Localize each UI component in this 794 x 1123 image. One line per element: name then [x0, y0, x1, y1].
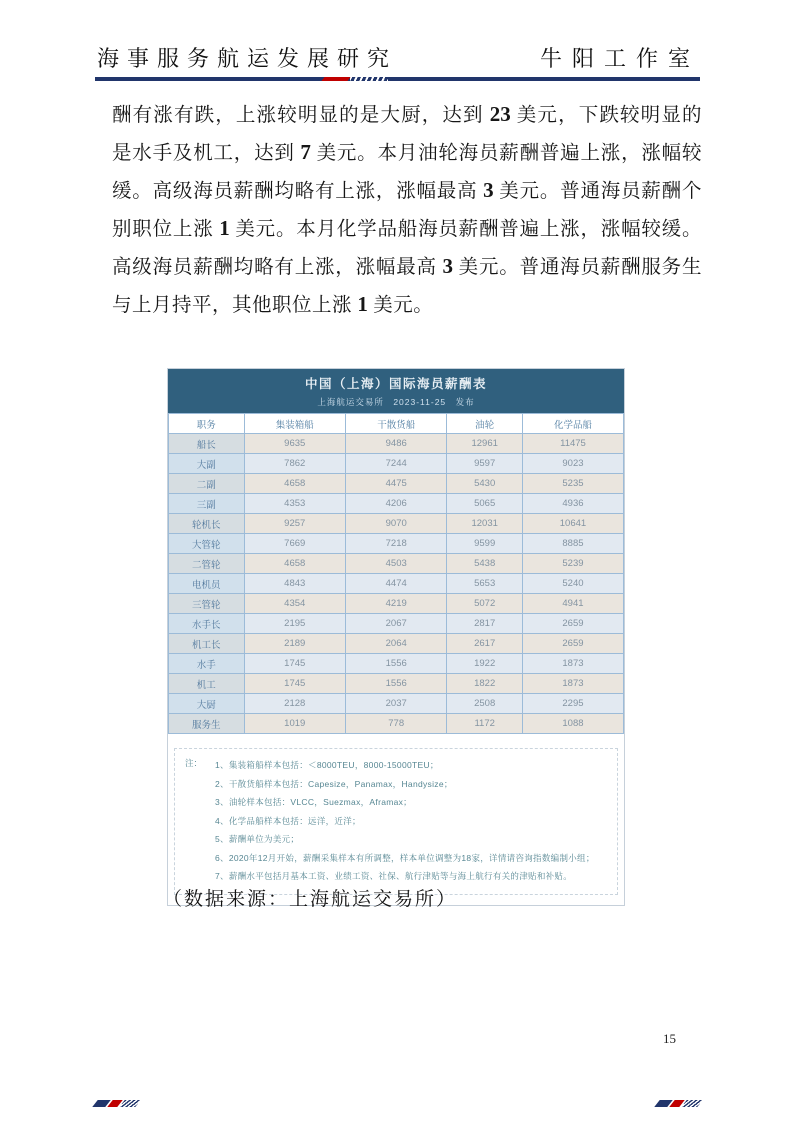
table-row: [169, 454, 624, 474]
job-cell: 三管轮: [169, 594, 245, 614]
value-cell: 1745: [244, 654, 345, 674]
job-cell: 服务生: [169, 714, 245, 734]
job-cell: 机工: [169, 674, 245, 694]
page-footer: [95, 1100, 700, 1107]
table-subtitle: 上海航运交易所 2023-11-25 发布: [317, 397, 475, 407]
salary-table-block: [167, 368, 625, 906]
table-row: [169, 494, 624, 514]
value-cell: 7862: [244, 454, 345, 474]
footer-left-decoration-icon: [95, 1100, 138, 1107]
value-cell: 5065: [447, 494, 523, 514]
value-cell: 5653: [447, 574, 523, 594]
column-header: 化学品船: [522, 414, 623, 434]
notes-prefix: 注：: [185, 758, 203, 768]
note-line: 7、薪酬水平包括月基本工资、业绩工资、社保、航行津贴等与海上航行有关的津贴和补贴。: [215, 871, 573, 881]
value-cell: 5072: [447, 594, 523, 614]
value-cell: 2037: [345, 694, 446, 714]
value-cell: 7669: [244, 534, 345, 554]
value-cell: 5438: [447, 554, 523, 574]
value-cell: 1873: [522, 654, 623, 674]
inline-number: 1: [357, 292, 368, 316]
value-cell: 2189: [244, 634, 345, 654]
table-notes-box: [174, 748, 618, 895]
table-row: [169, 514, 624, 534]
value-cell: 4941: [522, 594, 623, 614]
value-cell: 5430: [447, 474, 523, 494]
value-cell: 9599: [447, 534, 523, 554]
value-cell: 5235: [522, 474, 623, 494]
value-cell: 1922: [447, 654, 523, 674]
hatch-stripes-icon: [350, 77, 388, 81]
note-line: 4、化学品船样本包括：远洋，近洋；: [215, 815, 361, 826]
value-cell: 2617: [447, 634, 523, 654]
value-cell: 4474: [345, 574, 446, 594]
table-row: [169, 654, 624, 674]
job-cell: 船长: [169, 434, 245, 454]
value-cell: 12031: [447, 514, 523, 534]
notes-list: [215, 756, 609, 886]
value-cell: 5240: [522, 574, 623, 594]
inline-number: 23: [489, 102, 511, 126]
table-row: [169, 434, 624, 454]
table-row: [169, 534, 624, 554]
job-cell: 轮机长: [169, 514, 245, 534]
value-cell: 4206: [345, 494, 446, 514]
value-cell: 9486: [345, 434, 446, 454]
value-cell: 4219: [345, 594, 446, 614]
value-cell: 1873: [522, 674, 623, 694]
note-line: 3、油轮样本包括：VLCC，Suezmax，Aframax；: [215, 797, 412, 807]
value-cell: 4658: [244, 554, 345, 574]
table-row: [169, 674, 624, 694]
data-source-note: （数据来源：上海航运交易所）: [163, 889, 458, 910]
value-cell: 8885: [522, 534, 623, 554]
value-cell: 4354: [244, 594, 345, 614]
note-line: 2、干散货船样本包括：Capesize，Panamax，Handysize；: [215, 778, 453, 789]
job-cell: 电机员: [169, 574, 245, 594]
red-chevron-icon: [321, 77, 350, 81]
value-cell: 2064: [345, 634, 446, 654]
job-cell: 二副: [169, 474, 245, 494]
value-cell: 10641: [522, 514, 623, 534]
note-line: 1、集装箱船样本包括：＜8000TEU，8000-15000TEU；: [215, 760, 439, 770]
column-header: 职务: [169, 414, 245, 434]
table-row: [169, 714, 624, 734]
value-cell: 2195: [244, 614, 345, 634]
value-cell: 4936: [522, 494, 623, 514]
value-cell: 4353: [244, 494, 345, 514]
inline-number: 3: [483, 178, 494, 202]
inline-number: 1: [219, 216, 230, 240]
page-number: 15: [663, 1031, 676, 1046]
job-cell: 大厨: [169, 694, 245, 714]
table-title: 中国（上海）国际海员薪酬表: [304, 377, 487, 391]
value-cell: 2817: [447, 614, 523, 634]
value-cell: 2295: [522, 694, 623, 714]
value-cell: 9635: [244, 434, 345, 454]
value-cell: 1556: [345, 674, 446, 694]
table-row: [169, 594, 624, 614]
hatch-stripe-icon: [119, 1100, 140, 1107]
note-line: 5、薪酬单位为美元；: [215, 834, 300, 844]
column-header: 干散货船: [345, 414, 446, 434]
job-cell: 三副: [169, 494, 245, 514]
value-cell: 9070: [345, 514, 446, 534]
value-cell: 5239: [522, 554, 623, 574]
value-cell: 4475: [345, 474, 446, 494]
table-row: [169, 474, 624, 494]
value-cell: 7244: [345, 454, 446, 474]
value-cell: 1556: [345, 654, 446, 674]
value-cell: 1088: [522, 714, 623, 734]
table-row: [169, 614, 624, 634]
value-cell: 4658: [244, 474, 345, 494]
value-cell: 9023: [522, 454, 623, 474]
value-cell: 7218: [345, 534, 446, 554]
footer-right-decoration-icon: [657, 1100, 700, 1107]
header-left-title: 海事服务航运发展研究: [97, 46, 398, 71]
salary-table: [168, 413, 624, 734]
value-cell: 1745: [244, 674, 345, 694]
header-divider-accent: [323, 77, 388, 81]
job-cell: 水手长: [169, 614, 245, 634]
job-cell: 大管轮: [169, 534, 245, 554]
value-cell: 778: [345, 714, 446, 734]
value-cell: 4503: [345, 554, 446, 574]
header-right-title: 牛阳工作室: [539, 46, 700, 71]
value-cell: 4843: [244, 574, 345, 594]
value-cell: 1019: [244, 714, 345, 734]
body-paragraph: 酬有涨有跌，上涨较明显的是大厨，达到 23 美元，下跌较明显的是水手及机工，达到 7 美元。本月油轮海员薪酬普遍上涨，涨幅较缓。高级海员薪酬均略有上涨，涨幅最高 3 美元。普通海员薪酬个别职位上涨 1 美元。本月化学品船海员薪酬普遍上涨，涨幅较缓。高级海员薪酬均略有上涨，涨幅最高 3 美元。普通海员薪酬服务生与上月持平，其他职位上涨 1 美元。: [112, 102, 702, 316]
value-cell: 2659: [522, 614, 623, 634]
column-header: 集装箱船: [244, 414, 345, 434]
value-cell: 9597: [447, 454, 523, 474]
header-divider: [95, 77, 700, 81]
table-row: [169, 574, 624, 594]
job-cell: 机工长: [169, 634, 245, 654]
value-cell: 2067: [345, 614, 446, 634]
table-row: [169, 554, 624, 574]
salary-table-body: [169, 434, 624, 734]
value-cell: 1172: [447, 714, 523, 734]
inline-number: 3: [442, 254, 453, 278]
inline-number: 7: [300, 140, 311, 164]
table-title-band: [168, 369, 624, 413]
hatch-stripe-icon: [681, 1100, 702, 1107]
value-cell: 2659: [522, 634, 623, 654]
job-cell: 二管轮: [169, 554, 245, 574]
value-cell: 2508: [447, 694, 523, 714]
table-header-row: [169, 414, 624, 434]
page-header: [97, 42, 700, 73]
value-cell: 2128: [244, 694, 345, 714]
table-row: [169, 694, 624, 714]
table-row: [169, 634, 624, 654]
note-line: 6、2020年12月开始，薪酬采集样本有所调整，样本单位调整为18家，详情请咨询指数编制小组；: [215, 852, 595, 863]
job-cell: 大副: [169, 454, 245, 474]
value-cell: 11475: [522, 434, 623, 454]
job-cell: 水手: [169, 654, 245, 674]
value-cell: 9257: [244, 514, 345, 534]
column-header: 油轮: [447, 414, 523, 434]
value-cell: 1822: [447, 674, 523, 694]
value-cell: 12961: [447, 434, 523, 454]
